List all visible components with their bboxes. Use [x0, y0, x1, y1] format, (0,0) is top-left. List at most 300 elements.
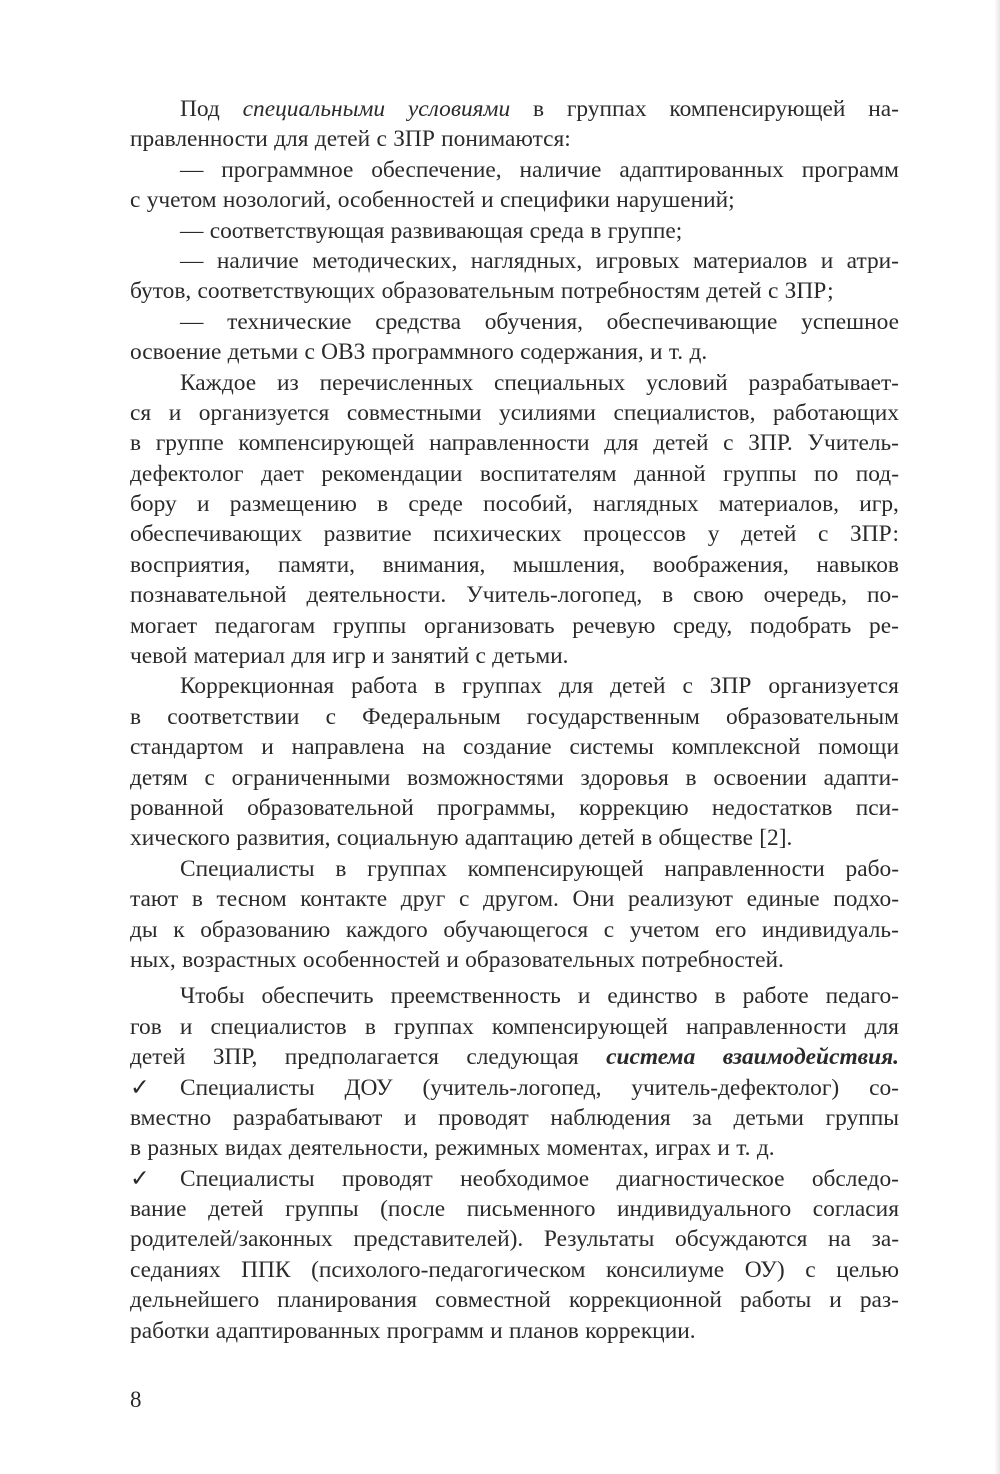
word: диагностическое	[616, 1165, 785, 1192]
word: ЗПР:	[849, 521, 899, 548]
word: программного	[371, 339, 514, 366]
word: со-	[869, 1074, 899, 1101]
word: социальную	[336, 825, 459, 852]
word: специальных	[494, 369, 626, 396]
word: детьми.	[492, 643, 569, 670]
word: Учитель-	[807, 430, 899, 457]
word: обучения,	[484, 308, 583, 335]
text-line	[130, 915, 899, 945]
word: группах	[566, 96, 647, 122]
word: нарушений;	[616, 187, 735, 214]
text-line	[130, 702, 899, 732]
word: среда	[529, 217, 585, 244]
word: памяти,	[277, 551, 356, 578]
word: д.	[689, 339, 708, 366]
word: Специалисты	[180, 1165, 315, 1192]
word: освоение	[130, 339, 222, 366]
text-line	[130, 611, 899, 641]
word: с	[475, 643, 486, 670]
word: технические	[227, 308, 352, 335]
word: государственным	[526, 703, 700, 730]
word: с	[603, 916, 615, 943]
word: бутов,	[130, 278, 192, 305]
text-line	[130, 1224, 899, 1254]
text-line	[130, 580, 899, 610]
word: с	[204, 764, 215, 791]
word: особенностей	[337, 187, 475, 214]
word: речевую	[572, 612, 656, 639]
word: с	[817, 521, 829, 548]
word: соответствующих	[197, 278, 376, 305]
word: за	[692, 1104, 712, 1131]
word: успешное	[801, 308, 899, 335]
word: возможностями	[407, 764, 564, 791]
word: контакте	[300, 886, 388, 913]
word: в	[662, 582, 674, 609]
word: с	[304, 339, 315, 366]
word: для	[291, 643, 326, 670]
word: дельнейшего	[130, 1287, 260, 1314]
word: нозологий,	[222, 187, 332, 214]
word: с	[682, 673, 693, 700]
word: в	[590, 217, 602, 244]
word: Они	[572, 886, 615, 913]
word: работки	[130, 1317, 210, 1344]
word: освоении	[713, 764, 807, 791]
text-line	[130, 641, 899, 671]
word: индивидуального	[617, 1196, 792, 1223]
text-line	[130, 337, 899, 367]
word: компенсирующей	[238, 430, 415, 457]
word: работы	[739, 1287, 812, 1314]
word: индивидуаль-	[761, 916, 899, 943]
word: и	[650, 339, 663, 366]
word: создание	[463, 734, 552, 761]
word: обеспечивающие	[606, 308, 778, 335]
word: правленности	[130, 126, 268, 153]
word: хического	[130, 825, 230, 852]
word: в	[714, 983, 726, 1010]
word: Специалисты	[180, 1074, 315, 1101]
word: обсуждаются	[675, 1226, 808, 1253]
word: учетом	[146, 187, 217, 214]
word: гов	[130, 1013, 162, 1040]
word: ОУ)	[744, 1256, 785, 1283]
word: бору	[130, 491, 177, 518]
word: адаптированных	[619, 156, 784, 183]
word: обеспечивающих	[130, 521, 303, 548]
word: с	[376, 126, 387, 153]
text-line	[130, 1255, 899, 1285]
word: по-	[866, 582, 899, 609]
word: обучающегося	[443, 916, 589, 943]
word: направленности	[429, 430, 590, 457]
word: адаптированных	[215, 1317, 381, 1344]
word: ЗПР.	[748, 430, 793, 457]
word: и	[481, 187, 494, 214]
word: Под	[180, 96, 220, 122]
word: специалистов,	[613, 399, 756, 426]
word: особенностей	[302, 946, 440, 973]
word: содержания,	[520, 339, 644, 366]
text-line	[130, 1073, 899, 1103]
word: стандартом	[130, 734, 244, 761]
word: и	[446, 946, 459, 973]
word: разрабатывает-	[748, 369, 899, 396]
word: разрабатывают	[232, 1104, 383, 1131]
word: для	[558, 673, 594, 700]
page-edge	[994, 0, 1000, 1474]
word: режимных	[434, 1135, 541, 1162]
word: с	[805, 1256, 816, 1283]
word: ных,	[130, 946, 176, 973]
word: наличие	[519, 156, 602, 183]
word: направленности	[664, 855, 825, 882]
text-line	[130, 1285, 899, 1315]
word: ограниченными	[231, 764, 391, 791]
word: необходимое	[460, 1165, 590, 1192]
word: представителей).	[353, 1226, 524, 1253]
text-line	[130, 732, 899, 762]
word: для	[864, 1013, 899, 1040]
word: группы	[723, 460, 797, 487]
word: с	[130, 187, 141, 214]
word: работа	[351, 673, 418, 700]
word: [2].	[759, 825, 793, 852]
text-line	[130, 763, 899, 793]
word: детьми	[733, 1104, 804, 1131]
word: здоровья	[580, 764, 669, 791]
word: атри-	[846, 247, 899, 274]
text-line	[130, 124, 899, 154]
word: письменного	[466, 1196, 596, 1223]
word: педагогам	[214, 612, 316, 639]
word: пособий,	[483, 491, 573, 518]
word: организуется	[198, 399, 330, 426]
page-number: 8	[130, 1387, 142, 1412]
word: и	[403, 1104, 417, 1131]
text-line	[130, 155, 899, 185]
word: детям	[130, 764, 188, 791]
word: д.	[756, 1135, 775, 1162]
word: специальными	[242, 96, 386, 122]
word: условиями	[407, 96, 511, 122]
word: обеспечение,	[371, 156, 502, 183]
word: навыков	[816, 551, 899, 578]
text-line	[130, 854, 899, 884]
word: и	[717, 1135, 730, 1162]
word: с	[767, 278, 779, 305]
word: в	[335, 855, 347, 882]
word: и	[372, 643, 385, 670]
word: рованной	[130, 794, 224, 821]
word: материалов,	[718, 491, 839, 518]
word: процессов	[583, 521, 687, 548]
word: единство	[607, 983, 698, 1010]
word: взаимодействия.	[722, 1044, 899, 1071]
word: свою	[693, 582, 744, 609]
word: понимаются:	[441, 126, 571, 153]
word: программ	[386, 1317, 484, 1344]
word: педаго-	[825, 983, 899, 1010]
word: очередь,	[763, 582, 847, 609]
word: (учитель-логопед,	[422, 1074, 602, 1101]
word: для	[604, 430, 639, 457]
text-line	[130, 489, 899, 519]
word: детей	[208, 1196, 264, 1223]
word: обеспечить	[261, 983, 374, 1010]
word: рабо-	[845, 855, 899, 882]
word: целью	[836, 1256, 899, 1283]
word: следующая	[466, 1044, 579, 1071]
word: Каждое	[180, 369, 257, 396]
word: специфики	[500, 187, 610, 214]
word: с	[723, 430, 734, 457]
word: образованию	[200, 916, 331, 943]
word: занятий	[391, 643, 470, 670]
word: его	[715, 916, 747, 943]
word: вание	[130, 1196, 187, 1223]
word: другом.	[482, 886, 559, 913]
word: воспитателям	[479, 460, 617, 487]
word: материалов	[693, 247, 808, 274]
word: подхо-	[833, 886, 899, 913]
word: образовательным	[381, 278, 555, 305]
word: организуется	[768, 673, 899, 700]
word: и	[829, 1287, 842, 1314]
word: в	[191, 886, 203, 913]
checkmark-icon: ✓	[130, 1165, 150, 1192]
text-line	[130, 1042, 899, 1072]
word: на	[422, 734, 446, 761]
word: —	[180, 247, 204, 274]
word: вместно	[130, 1104, 212, 1131]
word: программы,	[437, 794, 556, 821]
word: адаптацию	[464, 825, 574, 852]
word: с	[458, 886, 470, 913]
word: направленности	[686, 1013, 847, 1040]
word: т.	[668, 339, 684, 366]
word: детей	[130, 1044, 186, 1071]
text-line	[130, 519, 899, 549]
word: ды	[130, 916, 158, 943]
word: ЗПР,	[212, 1044, 258, 1071]
text-line	[130, 307, 899, 337]
word: компенсирующей	[491, 1013, 668, 1040]
word: условий	[646, 369, 728, 396]
word: перечисленных	[319, 369, 474, 396]
word: деятельности,	[288, 1135, 429, 1162]
body-text	[130, 94, 899, 1346]
word: из	[276, 369, 299, 396]
text-line	[130, 276, 899, 306]
word: дает	[260, 460, 304, 487]
text-line	[130, 945, 899, 975]
text-line	[130, 428, 899, 458]
word: преемственность	[390, 983, 561, 1010]
word: группы	[285, 1196, 359, 1223]
word: согласия	[812, 1196, 899, 1223]
word: в	[532, 96, 545, 122]
word: группы	[332, 612, 407, 639]
word: возрастных	[182, 946, 297, 973]
word: седаниях	[130, 1256, 221, 1283]
word: и	[168, 399, 182, 426]
word: ДОУ	[344, 1074, 393, 1101]
word: группе	[155, 430, 224, 457]
word: система	[606, 1044, 696, 1071]
word: планирования	[277, 1287, 418, 1314]
word: познавательной	[130, 582, 287, 609]
word: образовательным	[725, 703, 899, 730]
word: коррекцию	[579, 794, 689, 821]
word: Коррекционная	[180, 673, 335, 700]
text-line	[130, 1316, 899, 1346]
word: с	[325, 703, 336, 730]
word: наличие	[216, 247, 299, 274]
word: моментах,	[546, 1135, 649, 1162]
word: детей	[706, 278, 762, 305]
text-line	[130, 1133, 899, 1163]
word: совместными	[346, 399, 482, 426]
word: и	[577, 983, 591, 1010]
text-line	[130, 398, 899, 428]
word: коррекции.	[585, 1317, 696, 1344]
word: детей	[579, 825, 635, 852]
word: совместной	[435, 1287, 551, 1314]
word: ре-	[869, 612, 899, 639]
word: игровых	[595, 247, 680, 274]
word: ППК	[241, 1256, 291, 1283]
word: усилиями	[499, 399, 596, 426]
word: под-	[855, 460, 899, 487]
word: в	[434, 673, 446, 700]
word: деятельности.	[306, 582, 447, 609]
word: в	[641, 825, 653, 852]
word: программное	[221, 156, 354, 183]
word: в	[130, 703, 142, 730]
word: среде	[408, 491, 463, 518]
text-line	[130, 459, 899, 489]
word: (психолого-педагогическом	[311, 1256, 586, 1283]
word: подобрать	[749, 612, 852, 639]
word: в	[685, 764, 697, 791]
word: в	[130, 1135, 142, 1162]
word: предполагается	[284, 1044, 439, 1071]
word: тесном	[216, 886, 287, 913]
word: психических	[433, 521, 562, 548]
text-line	[130, 368, 899, 398]
word: и	[490, 1317, 503, 1344]
word: —	[180, 217, 204, 244]
word: наглядных	[593, 491, 699, 518]
word: группе;	[607, 217, 683, 244]
word: детей	[653, 430, 709, 457]
word: Учитель-логопед,	[466, 582, 643, 609]
word: по	[814, 460, 839, 487]
word: восприятия,	[130, 551, 251, 578]
word: реализуют	[627, 886, 733, 913]
word: потребностей.	[641, 946, 784, 973]
word: игр	[332, 643, 366, 670]
text-line	[130, 884, 899, 914]
word: —	[180, 156, 204, 183]
word: соответствии	[167, 703, 300, 730]
word: Специалисты	[180, 855, 315, 882]
word: обследо-	[811, 1165, 899, 1192]
word: за-	[871, 1226, 899, 1253]
word: играх	[655, 1135, 712, 1162]
word: направлена	[291, 734, 405, 761]
word: для	[274, 126, 309, 153]
word: в	[130, 430, 142, 457]
word: размещению	[229, 491, 357, 518]
word: ЗПР	[393, 126, 435, 153]
word: развития,	[236, 825, 331, 852]
word: консилиуме	[606, 1256, 725, 1283]
word: в	[364, 1013, 376, 1040]
word: наглядных,	[470, 247, 583, 274]
text-line	[130, 1012, 899, 1042]
word: —	[180, 308, 204, 335]
word: единые	[746, 886, 820, 913]
word: соответствующая	[209, 217, 385, 244]
word: на-	[868, 96, 899, 122]
word: методических,	[312, 247, 458, 274]
word: планов	[509, 1317, 579, 1344]
word: дефектолог	[130, 460, 244, 487]
word: образовательных	[465, 946, 636, 973]
word: компенсирующей	[669, 96, 846, 122]
word: на	[828, 1226, 851, 1253]
word: комплексной	[671, 734, 801, 761]
word: видах	[224, 1135, 283, 1162]
word: и	[820, 247, 834, 274]
word: специалистов	[210, 1013, 347, 1040]
word: программ	[801, 156, 899, 183]
word: потребностям	[560, 278, 700, 305]
word: учетом	[629, 916, 700, 943]
word: мышления,	[512, 551, 626, 578]
word: ОВЗ	[321, 339, 366, 366]
word: воображения,	[652, 551, 789, 578]
word: Результаты	[543, 1226, 655, 1253]
text-line	[130, 246, 899, 276]
word: средства	[375, 308, 462, 335]
text-line	[130, 185, 899, 215]
word: могает	[130, 612, 198, 639]
word: организовать	[423, 612, 555, 639]
text-line	[130, 981, 899, 1011]
word: к	[173, 916, 185, 943]
word: ся	[130, 399, 152, 426]
word: группы	[825, 1104, 899, 1131]
text-line	[130, 550, 899, 580]
word: разных	[147, 1135, 219, 1162]
word: данной	[634, 460, 706, 487]
word: обществе	[658, 825, 753, 852]
word: родителей/законных	[130, 1226, 333, 1253]
word: наблюдения	[550, 1104, 671, 1131]
word: среду,	[672, 612, 733, 639]
word: проводят	[342, 1165, 433, 1192]
word: детьми	[227, 339, 299, 366]
text-line	[130, 216, 899, 246]
word: коррекционной	[568, 1287, 722, 1314]
word: внимания,	[382, 551, 486, 578]
word: работающих	[772, 399, 899, 426]
word: работе	[742, 983, 809, 1010]
